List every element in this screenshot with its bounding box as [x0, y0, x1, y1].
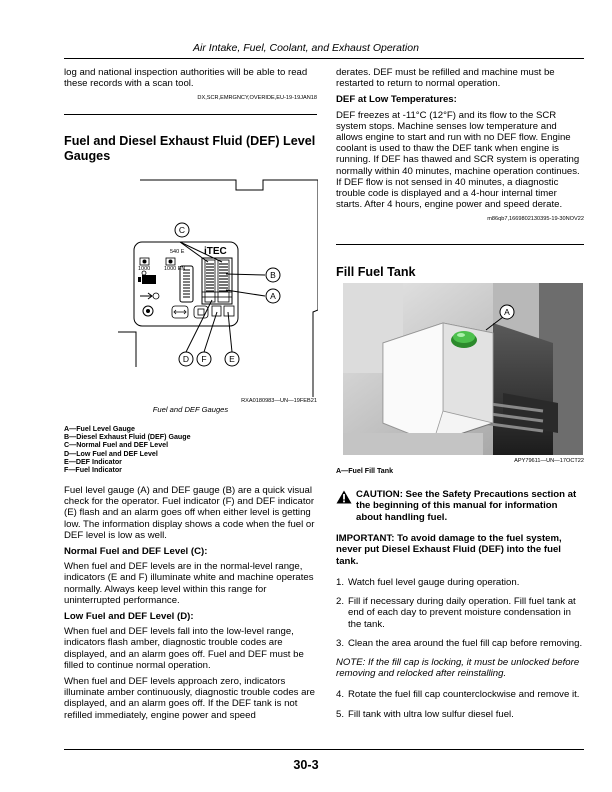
steps-list-2 [336, 689, 584, 719]
list-item [336, 577, 584, 588]
callout-e: E [229, 354, 235, 364]
fuel-tank-photo-illustration [343, 283, 583, 455]
def-ref: m86qb7,1669802130395-19-30NOV22 [487, 216, 584, 223]
step-text: Watch fuel level gauge during operation. [348, 577, 520, 588]
note-fill-cap: NOTE: If the fill cap is locking, it must be unlocked before removing and relocked after reinstalling. [336, 657, 580, 680]
legend-item: F—Fuel Indicator [64, 466, 122, 475]
low-level-paragraph-1: When fuel and DEF levels fall into the low-level range, indicators flash amber, diagnostic trouble codes are displayed, and an alarm goes off. Fuel and DEF must be filled to continue normal operation. [64, 626, 304, 671]
gauges-paragraph: Fuel level gauge (A) and DEF gauge (B) are a quick visual check for the operator. Fuel indicator (F) and DEF indicator (E) flash and an alarm goes off when either level is getting low. The information display shows a code when the fuel or DEF level is low as well. [64, 485, 315, 541]
gauges-illustration [118, 172, 318, 397]
step-number: 3. [336, 637, 345, 649]
right-column-top [336, 67, 584, 223]
heading-low-level: Low Fuel and DEF Level (D): [64, 611, 194, 623]
legend-item: A—Fuel Level Gauge [64, 425, 135, 433]
heading-normal-level: Normal Fuel and DEF Level (C): [64, 546, 208, 558]
gauges-figure-ref: RXA0180983—UN—19FEB21 [241, 398, 317, 404]
step-number: 5. [336, 708, 345, 720]
warning-triangle-icon [336, 490, 352, 504]
low-level-paragraph-2: When fuel and DEF levels approach zero, indicators illuminate amber continuously, diagnostic trouble codes are displayed, and an alarm goes off. If the DEF tank is not refilled immediately, engine power and speed [64, 676, 315, 721]
left-rule-1 [64, 114, 317, 115]
list-item [336, 709, 584, 720]
legend-item: D—Low Fuel and DEF Level [64, 449, 158, 458]
derate-continuation: derates. DEF must be refilled and machine must be restarted to return to normal operation. [336, 67, 555, 90]
gauges-figure-caption: Fuel and DEF Gauges [152, 405, 229, 414]
gauges-figure [118, 172, 318, 397]
left-body [64, 485, 317, 726]
display-label-540e: 540 E [170, 249, 185, 255]
list-item [336, 638, 584, 649]
normal-level-paragraph: When fuel and DEF levels are in the normal-level range, indicators (E and F) illuminate white and machine operates normally. Always keep level within this range for uninterrupted performance. [64, 561, 314, 606]
important-text: To avoid damage to the fuel system, never put Diesel Exhaust Fluid (DEF) into the fuel tank. [336, 533, 562, 567]
photo-legend: A—Fuel Fill Tank [336, 467, 394, 475]
fuel-tank-photo [343, 283, 583, 455]
def-low-temp-paragraph: DEF freezes at -11°C (12°F) and its flow to the SCR system stops. Machine senses low temperature and allows engine to start and run with no DEF flow. Engine coolant is used to thaw the DEF tank when engine is running. If DEF has thawed and SCR system is operating normally within 40 minutes, machine operation continues. If DEF flow is not sensed in 40 minutes, a diagnostic trouble code is displayed and a 4-hour internal timer starts. After 4 hours, engine power and speed derate. [336, 109, 580, 211]
callout-d: D [182, 354, 190, 364]
photo-callout-a: A [504, 307, 510, 317]
step-text: Fill if necessary during daily operation. Fill fuel tank at end of each day to prevent moisture condensation in the tank. [348, 596, 576, 630]
page-number: 30-3 [293, 758, 319, 772]
steps-list-1 [336, 577, 584, 649]
display-label-1000en: 1000 EN [164, 266, 186, 272]
display-brand-itec: iTEC [204, 246, 227, 257]
right-rule-1 [336, 244, 584, 245]
display-label-1000: 1000 [138, 266, 151, 272]
caution-text: CAUTION: See the Safety Precautions section at the beginning of this manual for information about handling fuel. [356, 489, 577, 523]
header-rule [64, 58, 584, 59]
callout-a: A [270, 291, 276, 301]
legend-item: E—DEF Indicator [64, 457, 122, 466]
photo-ref: APY79611—UN—17OCT22 [514, 458, 584, 464]
step-number: 2. [336, 596, 345, 608]
footer-rule [64, 749, 584, 750]
section-title-fill-fuel: Fill Fuel Tank [336, 265, 416, 279]
important-lead: IMPORTANT: [336, 533, 395, 544]
intro-ref: DX,SCR,EMRGNCY,OVERIDE,EU-19-19JAN18 [197, 95, 317, 102]
step-text: Rotate the fuel fill cap counterclockwise and remove it. [348, 689, 580, 701]
gauges-legend [64, 425, 317, 474]
fill-steps [336, 577, 584, 728]
step-number: 4. [336, 689, 345, 701]
heading-def-low-temp: DEF at Low Temperatures: [336, 94, 457, 106]
intro-paragraph: log and national inspection authorities will be able to read these records with a scan tool. [64, 67, 308, 90]
callout-c: C [178, 225, 186, 235]
important-block [336, 533, 584, 567]
legend-item: B—Diesel Exhaust Fluid (DEF) Gauge [64, 433, 191, 442]
step-text: Fill tank with ultra low sulfur diesel fuel. [348, 708, 514, 720]
step-text: Clean the area around the fuel fill cap before removing. [348, 637, 583, 649]
list-item [336, 689, 584, 700]
left-column [64, 67, 317, 102]
legend-item: C—Normal Fuel and DEF Level [64, 441, 169, 450]
step-number: 1. [336, 577, 345, 588]
running-header: Air Intake, Fuel, Coolant, and Exhaust Operation [193, 42, 419, 54]
section-title-gauges: Fuel and Diesel Exhaust Fluid (DEF) Level Gauges [64, 134, 316, 163]
callout-f: F [201, 354, 207, 364]
list-item [336, 596, 584, 630]
callout-b: B [270, 270, 276, 280]
caution-block [336, 489, 584, 523]
